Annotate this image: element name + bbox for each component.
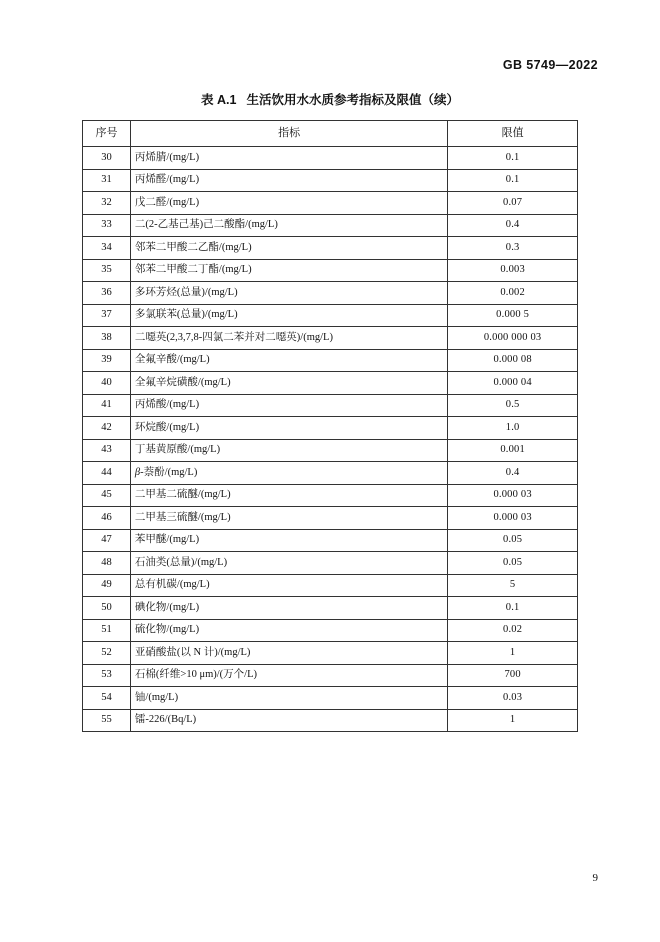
row-limit-cell: 0.4 bbox=[448, 462, 578, 485]
row-index-cell: 45 bbox=[83, 484, 131, 507]
table-row bbox=[83, 642, 578, 665]
table-row bbox=[83, 552, 578, 575]
row-item-cell: 丙烯腈/(mg/L) bbox=[130, 147, 447, 170]
row-index-cell: 40 bbox=[83, 372, 131, 395]
row-limit-cell: 0.000 08 bbox=[448, 349, 578, 372]
row-limit-cell: 0.3 bbox=[448, 237, 578, 260]
table-row bbox=[83, 664, 578, 687]
water-quality-table bbox=[82, 120, 578, 732]
table-row bbox=[83, 439, 578, 462]
row-limit-cell: 5 bbox=[448, 574, 578, 597]
row-index-cell: 55 bbox=[83, 709, 131, 732]
row-limit-cell: 0.003 bbox=[448, 259, 578, 282]
table-body bbox=[83, 147, 578, 732]
table-row bbox=[83, 687, 578, 710]
table-caption-number: 表 A.1 bbox=[201, 93, 237, 107]
row-item-cell: 石棉(纤维>10 μm)/(万个/L) bbox=[130, 664, 447, 687]
standard-code-header: GB 5749—2022 bbox=[502, 58, 598, 72]
row-index-cell: 47 bbox=[83, 529, 131, 552]
row-item-cell: 环烷酸/(mg/L) bbox=[130, 417, 447, 440]
row-item-cell: 多环芳烃(总量)/(mg/L) bbox=[130, 282, 447, 305]
row-index-cell: 37 bbox=[83, 304, 131, 327]
row-item-cell: 丙烯醛/(mg/L) bbox=[130, 169, 447, 192]
row-limit-cell: 0.05 bbox=[448, 552, 578, 575]
row-item-cell: 苯甲醚/(mg/L) bbox=[130, 529, 447, 552]
column-header-limit: 限值 bbox=[448, 121, 578, 147]
row-index-cell: 53 bbox=[83, 664, 131, 687]
table-caption bbox=[0, 90, 660, 108]
row-item-cell: 二甲基三硫醚/(mg/L) bbox=[130, 507, 447, 530]
row-index-cell: 36 bbox=[83, 282, 131, 305]
row-item-cell: β-萘酚/(mg/L) bbox=[130, 462, 447, 485]
row-index-cell: 35 bbox=[83, 259, 131, 282]
table-row bbox=[83, 372, 578, 395]
table-row bbox=[83, 237, 578, 260]
table-row bbox=[83, 349, 578, 372]
row-limit-cell: 0.001 bbox=[448, 439, 578, 462]
row-item-cell: 邻苯二甲酸二丁酯/(mg/L) bbox=[130, 259, 447, 282]
table-row bbox=[83, 304, 578, 327]
row-index-cell: 49 bbox=[83, 574, 131, 597]
row-item-cell: 全氟辛酸/(mg/L) bbox=[130, 349, 447, 372]
row-item-cell: 全氟辛烷磺酸/(mg/L) bbox=[130, 372, 447, 395]
column-header-item: 指标 bbox=[130, 121, 447, 147]
table-header-row bbox=[83, 121, 578, 147]
column-header-no: 序号 bbox=[83, 121, 131, 147]
row-limit-cell: 1.0 bbox=[448, 417, 578, 440]
row-limit-cell: 0.000 000 03 bbox=[448, 327, 578, 350]
row-limit-cell: 0.4 bbox=[448, 214, 578, 237]
row-limit-cell: 0.000 03 bbox=[448, 507, 578, 530]
row-item-cell: 镭-226/(Bq/L) bbox=[130, 709, 447, 732]
row-limit-cell: 0.5 bbox=[448, 394, 578, 417]
row-limit-cell: 700 bbox=[448, 664, 578, 687]
row-index-cell: 54 bbox=[83, 687, 131, 710]
row-item-cell: 亚硝酸盐(以 N 计)/(mg/L) bbox=[130, 642, 447, 665]
row-limit-cell: 0.1 bbox=[448, 147, 578, 170]
row-item-cell: 邻苯二甲酸二乙酯/(mg/L) bbox=[130, 237, 447, 260]
row-item-cell: 石油类(总量)/(mg/L) bbox=[130, 552, 447, 575]
row-item-cell: 硫化物/(mg/L) bbox=[130, 619, 447, 642]
table-row bbox=[83, 259, 578, 282]
table-caption-title: 生活饮用水水质参考指标及限值（续） bbox=[246, 93, 459, 107]
table-row bbox=[83, 214, 578, 237]
row-limit-cell: 0.1 bbox=[448, 597, 578, 620]
row-index-cell: 31 bbox=[83, 169, 131, 192]
row-limit-cell: 0.1 bbox=[448, 169, 578, 192]
row-item-cell: 铀/(mg/L) bbox=[130, 687, 447, 710]
row-index-cell: 52 bbox=[83, 642, 131, 665]
row-limit-cell: 0.000 04 bbox=[448, 372, 578, 395]
row-limit-cell: 0.000 5 bbox=[448, 304, 578, 327]
row-limit-cell: 0.05 bbox=[448, 529, 578, 552]
row-limit-cell: 1 bbox=[448, 709, 578, 732]
row-limit-cell: 0.03 bbox=[448, 687, 578, 710]
row-index-cell: 44 bbox=[83, 462, 131, 485]
row-limit-cell: 0.07 bbox=[448, 192, 578, 215]
table-row bbox=[83, 597, 578, 620]
row-index-cell: 46 bbox=[83, 507, 131, 530]
table-row bbox=[83, 619, 578, 642]
row-index-cell: 38 bbox=[83, 327, 131, 350]
row-limit-cell: 0.02 bbox=[448, 619, 578, 642]
row-item-cell: 戊二醛/(mg/L) bbox=[130, 192, 447, 215]
table-row bbox=[83, 417, 578, 440]
page-number: 9 bbox=[592, 872, 598, 884]
row-limit-cell: 1 bbox=[448, 642, 578, 665]
row-item-cell: 总有机碳/(mg/L) bbox=[130, 574, 447, 597]
table-row bbox=[83, 192, 578, 215]
row-limit-cell: 0.002 bbox=[448, 282, 578, 305]
table-row bbox=[83, 529, 578, 552]
row-index-cell: 50 bbox=[83, 597, 131, 620]
table-row bbox=[83, 709, 578, 732]
row-index-cell: 43 bbox=[83, 439, 131, 462]
table-row bbox=[83, 484, 578, 507]
row-index-cell: 48 bbox=[83, 552, 131, 575]
row-index-cell: 32 bbox=[83, 192, 131, 215]
table-row bbox=[83, 327, 578, 350]
row-index-cell: 41 bbox=[83, 394, 131, 417]
row-index-cell: 34 bbox=[83, 237, 131, 260]
row-item-cell: 碘化物/(mg/L) bbox=[130, 597, 447, 620]
table-row bbox=[83, 574, 578, 597]
row-item-cell: 丙烯酸/(mg/L) bbox=[130, 394, 447, 417]
row-index-cell: 33 bbox=[83, 214, 131, 237]
row-item-cell: 丁基黄原酸/(mg/L) bbox=[130, 439, 447, 462]
row-index-cell: 51 bbox=[83, 619, 131, 642]
row-item-cell: 二甲基二硫醚/(mg/L) bbox=[130, 484, 447, 507]
row-limit-cell: 0.000 03 bbox=[448, 484, 578, 507]
row-index-cell: 30 bbox=[83, 147, 131, 170]
table-row bbox=[83, 462, 578, 485]
row-item-cell: 多氯联苯(总量)/(mg/L) bbox=[130, 304, 447, 327]
row-item-cell: 二噁英(2,3,7,8-四氯二苯并对二噁英)/(mg/L) bbox=[130, 327, 447, 350]
table-row bbox=[83, 394, 578, 417]
table-row bbox=[83, 282, 578, 305]
table-row bbox=[83, 507, 578, 530]
table-row bbox=[83, 147, 578, 170]
table-row bbox=[83, 169, 578, 192]
row-item-cell: 二(2-乙基己基)己二酸酯/(mg/L) bbox=[130, 214, 447, 237]
row-index-cell: 39 bbox=[83, 349, 131, 372]
row-index-cell: 42 bbox=[83, 417, 131, 440]
